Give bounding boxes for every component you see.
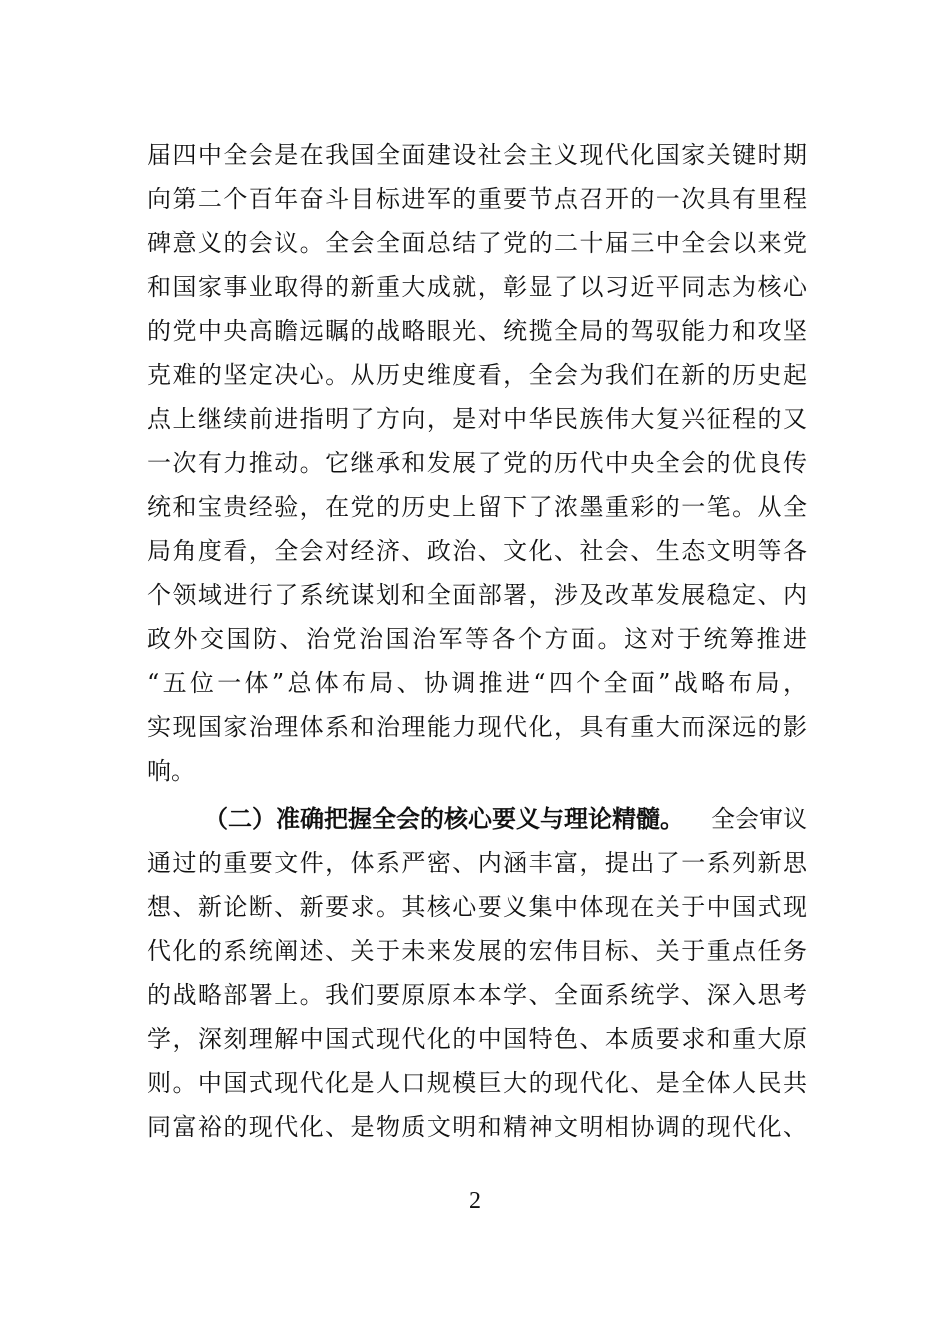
text-line: 向第二个百年奋斗目标进军的重要节点召开的一次具有里程 [147, 185, 807, 213]
text-line: 通过的重要文件，体系严密、内涵丰富，提出了一系列新思 [147, 849, 807, 877]
text-line: 的战略部署上。我们要原原本本学、全面系统学、深入思考 [147, 981, 807, 1009]
text-line: 一次有力推动。它继承和发展了党的历代中央全会的优良传 [147, 449, 807, 477]
section-heading: （二）准确把握全会的核心要义与理论精髓。 [204, 804, 684, 833]
text-line: 局角度看，全会对经济、政治、文化、社会、生态文明等各 [147, 537, 807, 565]
text-line: 实现国家治理体系和治理能力现代化，具有重大而深远的影 [147, 713, 807, 741]
text-line: 政外交国防、治党治国治军等各个方面。这对于统筹推进 [147, 625, 807, 653]
text-line: 届四中全会是在我国全面建设社会主义现代化国家关键时期 [147, 141, 807, 169]
text-line: “五位一体”总体布局、协调推进“四个全面”战略布局， [147, 669, 807, 697]
paragraph-text: 全会审议 [711, 805, 807, 833]
text-line: 学，深刻理解中国式现代化的中国特色、本质要求和重大原 [147, 1025, 807, 1053]
text-line: 统和宝贵经验，在党的历史上留下了浓墨重彩的一笔。从全 [147, 493, 807, 521]
text-line: 同富裕的现代化、是物质文明和精神文明相协调的现代化、 [147, 1113, 807, 1141]
text-line: 的党中央高瞻远瞩的战略眼光、统揽全局的驾驭能力和攻坚 [147, 317, 807, 345]
text-line: 代化的系统阐述、关于未来发展的宏伟目标、关于重点任务 [147, 937, 807, 965]
text-line: 点上继续前进指明了方向，是对中华民族伟大复兴征程的又 [147, 405, 807, 433]
text-line: 克难的坚定决心。从历史维度看，全会为我们在新的历史起 [147, 361, 807, 389]
text-line: 想、新论断、新要求。其核心要义集中体现在关于中国式现 [147, 893, 807, 921]
text-line: 个领域进行了系统谋划和全面部署，涉及改革发展稳定、内 [147, 581, 807, 609]
text-line: 则。中国式现代化是人口规模巨大的现代化、是全体人民共 [147, 1069, 807, 1097]
page-number: 2 [469, 1188, 481, 1214]
text-line: 和国家事业取得的新重大成就，彰显了以习近平同志为核心 [147, 273, 807, 301]
text-line: 响。 [147, 757, 195, 785]
section-heading-line [147, 797, 807, 841]
text-line: 碑意义的会议。全会全面总结了党的二十届三中全会以来党 [147, 229, 807, 257]
